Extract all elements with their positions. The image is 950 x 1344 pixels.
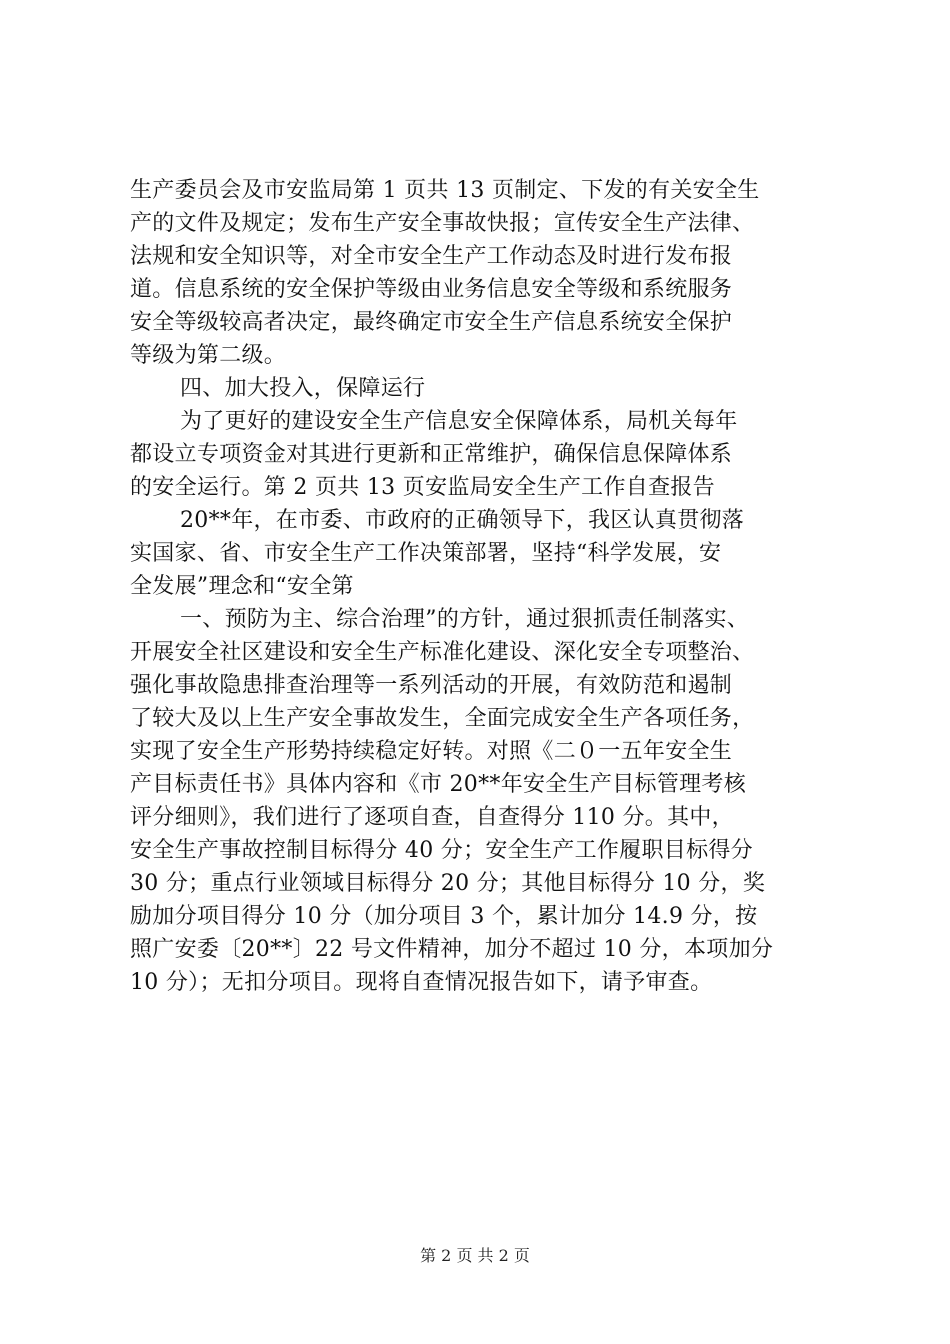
text-line: 评分细则》，我们进行了逐项自查，自查得分 110 分。其中，: [130, 805, 734, 830]
text-line: 一、预防为主、综合治理”的方针，通过狠抓责任制落实、: [180, 607, 750, 632]
text-line: 强化事故隐患排查治理等一系列活动的开展，有效防范和遏制: [130, 673, 733, 698]
text-line: 安全等级较高者决定，最终确定市安全生产信息系统安全保护: [130, 310, 733, 335]
text-line: 励加分项目得分 10 分（加分项目 3 个，累计加分 14.9 分，按: [130, 904, 758, 929]
text-line: 实国家、省、市安全生产工作决策部署，坚持“科学发展，安: [130, 541, 722, 566]
text-line: 全发展”理念和“安全第: [130, 574, 354, 599]
text-line: 实现了安全生产形势持续稳定好转。对照《二０一五年安全生: [130, 739, 733, 764]
text-line: 10 分）；无扣分项目。现将自查情况报告如下，请予审查。: [130, 970, 713, 995]
document-body: [130, 174, 842, 999]
text-line: 道。信息系统的安全保护等级由业务信息安全等级和系统服务: [130, 277, 733, 302]
text-line: 等级为第二级。: [130, 343, 287, 368]
text-line: 开展安全社区建设和安全生产标准化建设、深化安全专项整治、: [130, 640, 755, 665]
text-line: 的安全运行。第 2 页共 13 页安监局安全生产工作自查报告: [130, 475, 715, 500]
text-line: 法规和安全知识等，对全市安全生产工作动态及时进行发布报: [130, 244, 733, 269]
text-line: 照广安委〔20**〕22 号文件精神，加分不超过 10 分，本项加分: [130, 937, 774, 962]
text-line: 都设立专项资金对其进行更新和正常维护，确保信息保障体系: [130, 442, 733, 467]
text-line: 了较大及以上生产安全事故发生，全面完成安全生产各项任务，: [130, 706, 755, 731]
text-line: 安全生产事故控制目标得分 40 分；安全生产工作履职目标得分: [130, 838, 753, 863]
text-line: 产的文件及规定；发布生产安全事故快报；宣传安全生产法律、: [130, 211, 755, 236]
text-line: 四、加大投入，保障运行: [180, 376, 426, 401]
text-line: 生产委员会及市安监局第 1 页共 13 页制定、下发的有关安全生: [130, 178, 760, 203]
text-line: 20**年，在市委、市政府的正确领导下，我区认真贯彻落: [180, 508, 745, 533]
text-line: 产目标责任书》具体内容和《市 20**年安全生产目标管理考核: [130, 772, 746, 797]
text-line: 30 分；重点行业领域目标得分 20 分；其他目标得分 10 分，奖: [130, 871, 766, 896]
text-line: 为了更好的建设安全生产信息安全保障体系，局机关每年: [180, 409, 738, 434]
page-footer: 第 2 页 共 2 页: [420, 1246, 530, 1265]
